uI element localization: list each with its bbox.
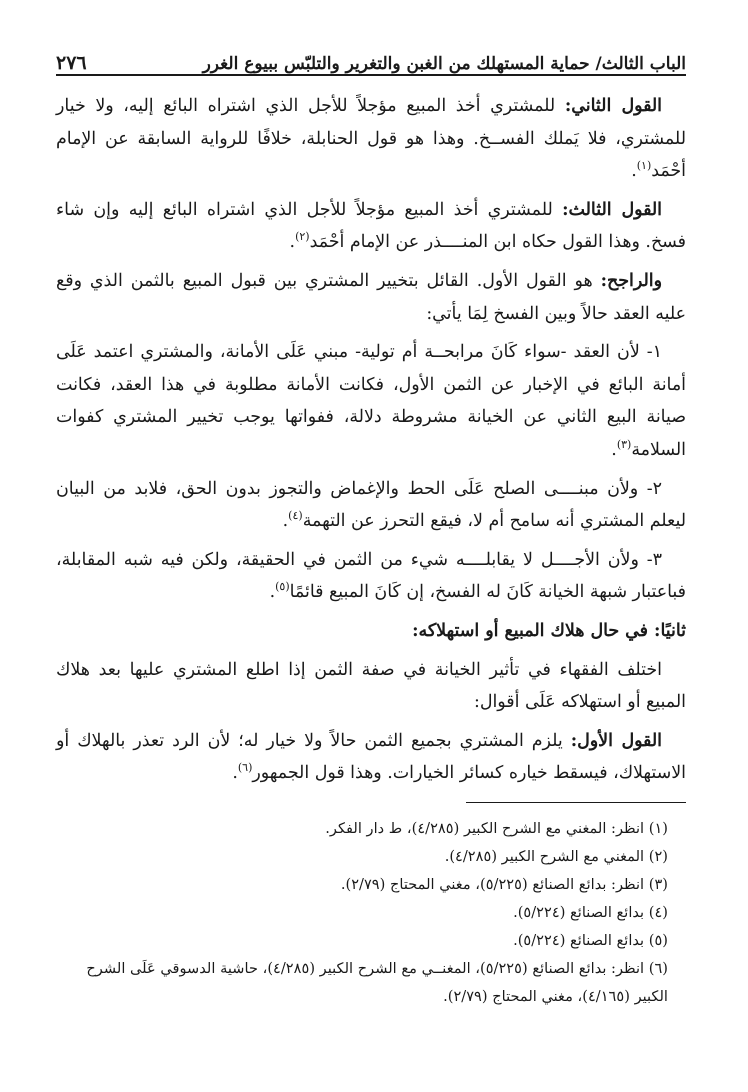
- main-text: [56, 90, 686, 790]
- paragraph-label: القول الثالث:: [562, 199, 662, 220]
- paragraph-text: هو القول الأول. القائل بتخيير المشتري بين قبول المبيع بالثمن الذي وقع عليه العقد حالاً وبين الفسخ لِمَا يأتي:: [56, 270, 686, 324]
- footnote-divider: [466, 802, 686, 803]
- paragraph-end: .: [269, 582, 276, 603]
- paragraph-end: .: [631, 161, 637, 182]
- footnote-6: (٦) انظر: بدائع الصنائع (٥/٢٢٥)، المغنــي مع الشرح الكبير (٤/٢٨٥)، حاشية الدسوقي عَلَى الشرح الكبير (٤/١٦٥)، مغني المحتاج (٢/٧٩).: [86, 959, 668, 1005]
- paragraph-second-opinion: [56, 90, 686, 188]
- paragraph-text: للمشتري أخذ المبيع مؤجلاً للأجل الذي اشتراه البائع إليه، ولا خيار للمشتري، فلا يَملك الفســخ. وهذا هو قول الحنابلة، خلافًا للرواية السابقة عن الإمام أحْمَد: [56, 96, 686, 182]
- paragraph-end: .: [232, 763, 238, 784]
- running-title: الباب الثالث/ حماية المستهلك من الغبن والتغرير والتلبّس ببيوع الغرر: [202, 54, 686, 74]
- paragraph-end: .: [282, 511, 289, 532]
- paragraph-label: القول الأول:: [570, 730, 662, 751]
- paragraph-text: ٣- ولأن الأجــــل لا يقابلــــه شيء من الثمن في الحقيقة، ولكن فيه شبه المقابلة، فباعتبار شبهة الخيانة كَانَ له الفسخ، إن كَانَ المبيع قائمًا: [56, 549, 686, 603]
- paragraph-first-opinion: [56, 725, 686, 790]
- footnote-3: (٣) انظر: بدائع الصنائع (٥/٢٢٥)، مغني المحتاج (٢/٧٩).: [340, 875, 668, 893]
- page-number: ٢٧٦: [56, 52, 87, 74]
- paragraph-label: والراجح:: [600, 270, 662, 291]
- footnote-ref[interactable]: (٢): [295, 230, 310, 244]
- footnote-ref[interactable]: (٦): [237, 761, 253, 775]
- paragraph-end: .: [289, 232, 296, 253]
- paragraph-disagreement: [56, 654, 686, 719]
- paragraph-label: القول الثاني:: [564, 96, 662, 116]
- footnote-2: (٢) المغني مع الشرح الكبير (٤/٢٨٥).: [444, 847, 668, 865]
- footnote-5: (٥) بدائع الصنائع (٥/٢٢٤).: [513, 931, 668, 949]
- footnote-ref[interactable]: (١): [636, 159, 652, 173]
- paragraph-preferred-opinion: [56, 265, 686, 330]
- paragraph-text: للمشتري أخذ المبيع مؤجلاً للأجل الذي اشتراه البائع إليه وإن شاء فسخ. وهذا القول حكاه ابن المنــــذر عن الإمام أحْمَد: [56, 199, 686, 253]
- footnotes: [56, 815, 686, 1011]
- footnote-4: (٤) بدائع الصنائع (٥/٢٢٤).: [513, 903, 668, 921]
- footnote-1: (١) انظر: المغني مع الشرح الكبير (٤/٢٨٥)، ط دار الفكر.: [325, 819, 668, 837]
- footnote-ref[interactable]: (٣): [616, 438, 632, 452]
- paragraph-text: ٢- ولأن مبنــــى الصلح عَلَى الحط والإغماض والتجوز بدون الحق، فلابد من البيان ليعلم المشتري أنه سامح أم لا، فيقع التحرز عن التهمة: [56, 478, 686, 532]
- book-page: [56, 44, 686, 1011]
- footnote-ref[interactable]: (٤): [288, 509, 303, 523]
- paragraph-reason-2: [56, 473, 686, 538]
- paragraph-end: .: [611, 439, 617, 460]
- footnote-ref[interactable]: (٥): [275, 580, 290, 594]
- paragraph-third-opinion: [56, 194, 686, 259]
- paragraph-reason-3: [56, 544, 686, 609]
- paragraph-text: اختلف الفقهاء في تأثير الخيانة في صفة الثمن إذا اطلع المشتري عليها بعد هلاك المبيع أو استهلاكه عَلَى أقوال:: [56, 659, 686, 713]
- page-header: [56, 44, 686, 76]
- section-heading: ثانيًا: في حال هلاك المبيع أو استهلاكه:: [412, 620, 686, 641]
- paragraph-text: يلزم المشتري بجميع الثمن حالاً ولا خيار له؛ لأن الرد تعذر بالهلاك أو الاستهلاك، فيسقط خياره كسائر الخيارات. وهذا قول الجمهور: [56, 730, 686, 784]
- paragraph-text: ١- لأن العقد -سواء كَانَ مرابحــة أم تولية- مبني عَلَى الأمانة، والمشتري اعتمد عَلَى أمانة البائع في الإخبار عن الثمن الأول، فكانت الأمانة مطلوبة في هذا العقد، فكانت صيانة البيع الثاني عن الخيانة مشروطة دلالة، ففواتها يوجب تخيير المشتري كفوات السلامة: [56, 342, 686, 460]
- paragraph-reason-1: [56, 336, 686, 466]
